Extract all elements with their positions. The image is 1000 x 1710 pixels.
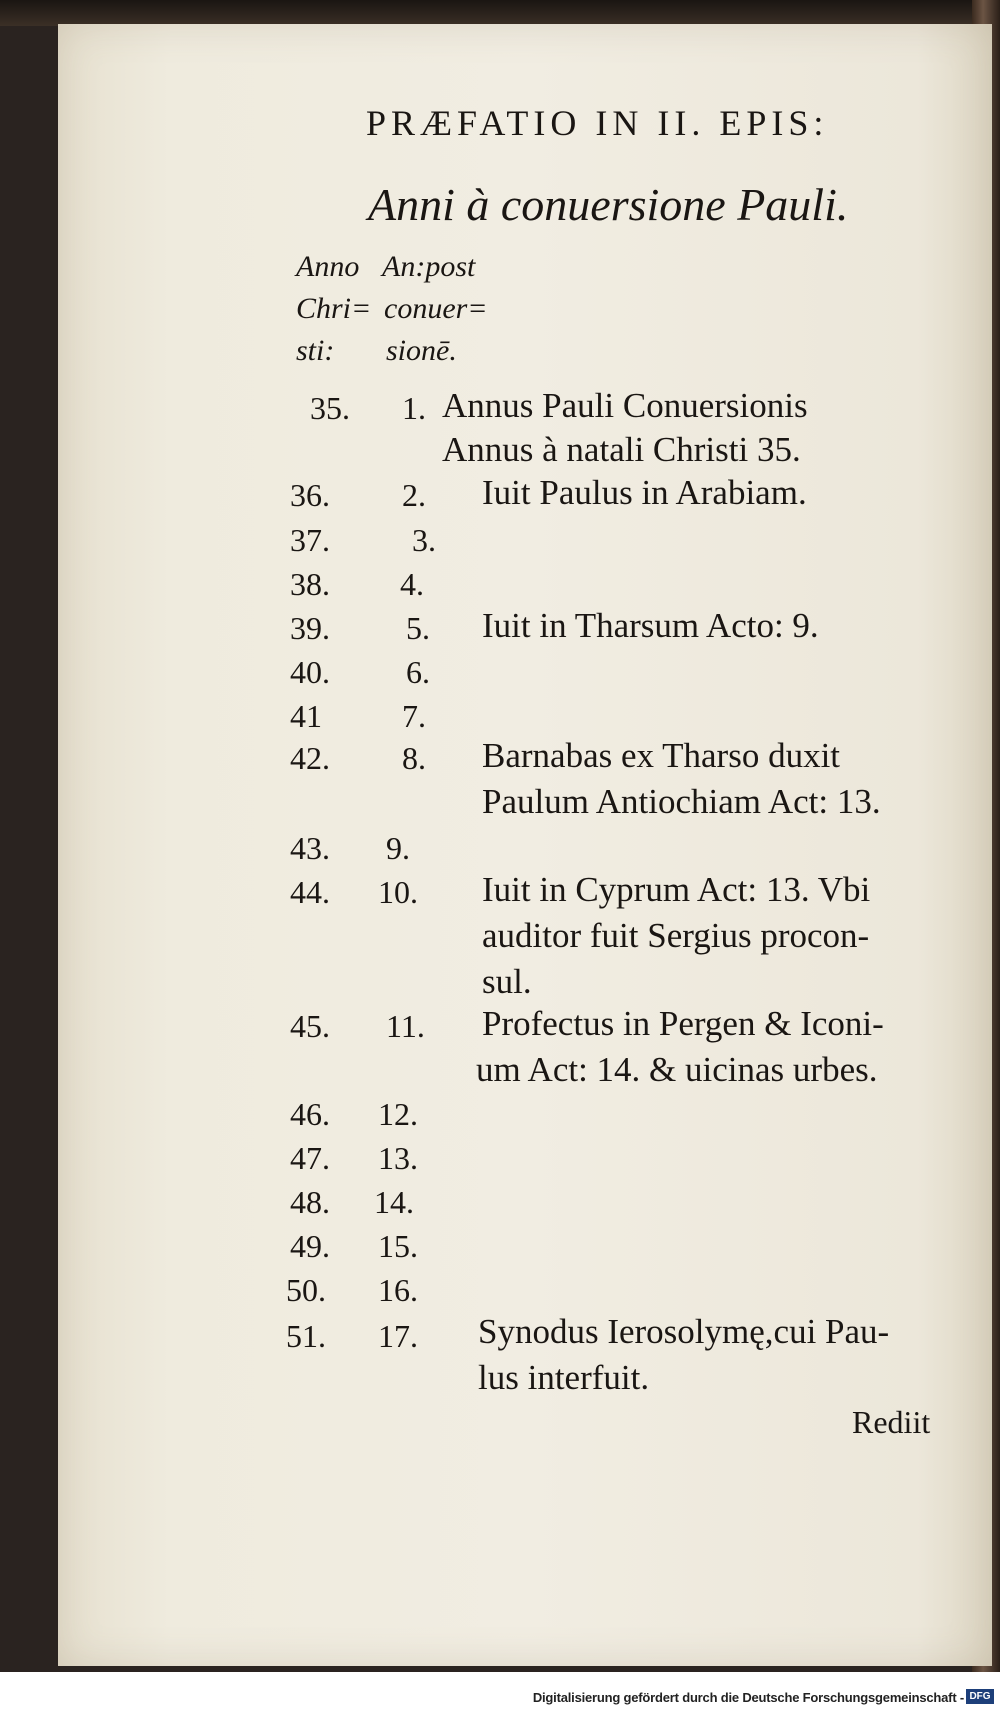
year-post: 15. — [378, 1228, 418, 1264]
column-head-anno: Anno — [296, 250, 360, 283]
entry-text: Iuit Paulus in Arabiam. — [482, 473, 807, 512]
year-post: 16. — [378, 1272, 418, 1308]
year-post: 13. — [378, 1140, 418, 1176]
column-head-anno: Chri= — [296, 292, 372, 325]
year-anno: 44. — [290, 874, 330, 910]
year-anno: 49. — [290, 1228, 330, 1264]
column-head-post: sionē. — [386, 334, 457, 367]
year-post: 2. — [402, 477, 426, 513]
year-post: 14. — [374, 1184, 414, 1220]
year-post: 10. — [378, 874, 418, 910]
year-anno: 36. — [290, 477, 330, 513]
year-post: 17. — [378, 1318, 418, 1354]
year-anno: 35. — [310, 390, 350, 426]
entry-text: Annus Pauli Conuersionis — [442, 386, 808, 425]
year-anno: 48. — [290, 1184, 330, 1220]
year-post: 5. — [406, 610, 430, 646]
year-post: 7. — [402, 698, 426, 734]
entry-text: auditor fuit Sergius procon- — [482, 916, 870, 955]
column-head-anno: sti: — [296, 334, 335, 367]
year-post: 4. — [400, 566, 424, 602]
section-title: Anni à conuersione Pauli. — [368, 179, 849, 230]
year-anno: 45. — [290, 1008, 330, 1044]
year-anno: 40. — [290, 654, 330, 690]
running-header: PRÆFATIO IN II. EPIS: — [366, 103, 829, 143]
entry-text: Profectus in Pergen & Iconi- — [482, 1004, 884, 1043]
year-anno: 38. — [290, 566, 330, 602]
footer-credit: Digitalisierung gefördert durch die Deutsche Forschungsgemeinschaft - — [532, 1690, 964, 1705]
year-anno: 47. — [290, 1140, 330, 1176]
year-anno: 41 — [290, 698, 322, 734]
year-anno: 51. — [286, 1318, 326, 1354]
entry-text: Iuit in Cyprum Act: 13. Vbi — [482, 870, 871, 909]
year-anno: 37. — [290, 522, 330, 558]
dfg-logo: DFG — [966, 1689, 994, 1704]
year-post: 6. — [406, 654, 430, 690]
year-anno: 42. — [290, 740, 330, 776]
year-post: 8. — [402, 740, 426, 776]
year-post: 12. — [378, 1096, 418, 1132]
entry-text: Paulum Antiochiam Act: 13. — [482, 782, 881, 821]
book-edge-top — [0, 0, 1000, 26]
entry-text: lus interfuit. — [478, 1358, 650, 1397]
entry-text: Iuit in Tharsum Acto: 9. — [482, 606, 819, 645]
entry-text: sul. — [482, 962, 532, 1001]
column-head-post: An:post — [382, 250, 476, 283]
column-head-post: conuer= — [384, 292, 488, 325]
entry-text: Synodus Ierosolymę,cui Pau- — [478, 1312, 890, 1351]
entry-text: um Act: 14. & uicinas urbes. — [476, 1050, 878, 1089]
year-post: 1. — [402, 390, 426, 426]
year-anno: 39. — [290, 610, 330, 646]
year-post: 9. — [386, 830, 410, 866]
year-post: 3. — [412, 522, 436, 558]
year-anno: 46. — [290, 1096, 330, 1132]
entry-text: Annus à natali Christi 35. — [442, 430, 801, 469]
year-post: 11. — [386, 1008, 425, 1044]
catchword: Rediit — [852, 1404, 931, 1440]
entry-text: Barnabas ex Tharso duxit — [482, 736, 841, 775]
year-anno: 43. — [290, 830, 330, 866]
year-anno: 50. — [286, 1272, 326, 1308]
